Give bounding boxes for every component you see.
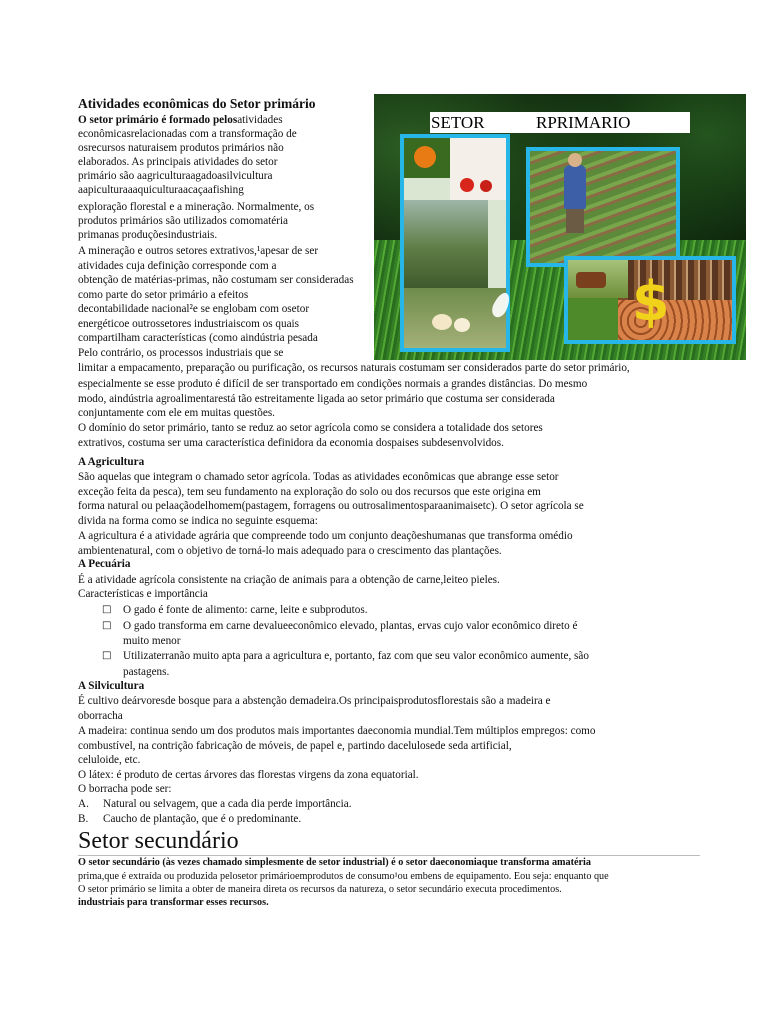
body-text: atividades: [237, 114, 283, 126]
primary-sector-text-line: [78, 302, 309, 316]
body-text: primanas produçõesindustriais.: [78, 229, 218, 241]
body-text: energéticoe outrossetores industriaiscom os quais: [78, 318, 300, 330]
primary-sector-text-line: [78, 244, 318, 258]
farmer-figure: [564, 165, 586, 209]
strawberry-photo: [450, 138, 506, 200]
primary-sector-collage: [374, 94, 746, 360]
forestry-heading: A Silvicultura: [78, 680, 145, 692]
secondary-sector-text-line: prima,que é extraída ou produzida pelosetor primárioemprodutos de consumo¹ou embens de equipamento. Eou seja: enquanto que: [78, 871, 609, 882]
body-text: decontabilidade nacional²e se englobam com osetor: [78, 303, 310, 315]
primary-sector-text-line: [78, 214, 288, 228]
livestock-subheading: Características e importância: [78, 588, 208, 600]
body-text: osrecursos naturaisem produtos primários não: [78, 142, 284, 154]
primary-sector-text-line: [78, 288, 248, 302]
livestock-bullet-text: muito menor: [123, 635, 181, 647]
primary-sector-text-line: [78, 377, 587, 391]
primary-sector-text-line: [78, 155, 277, 169]
body-text: atividades cuja definição corresponde com a: [78, 260, 277, 272]
orange-fruit: [414, 146, 436, 168]
banner-left-text: SETOR: [431, 113, 485, 132]
livestock-bullet-text: pastagens.: [123, 666, 170, 678]
dollar-symbol: $: [632, 270, 670, 333]
agriculture-text-line: divida na forma como se indica no seguinte esquema:: [78, 515, 318, 527]
primary-sector-text-line: [78, 141, 284, 155]
body-text: econômicasrelacionadas com a transformação de: [78, 128, 297, 140]
cow: [576, 272, 606, 288]
primary-sector-text-line: [78, 346, 283, 360]
primary-sector-text-line: [78, 273, 354, 287]
chicken: [454, 318, 470, 332]
agriculture-text-line: exceção feita da pesca), tem seu fundamento na exploração do solo ou dos recursos que este origina em: [78, 486, 541, 498]
farmer-legs: [566, 209, 584, 233]
primary-sector-text-line: [78, 169, 272, 183]
body-text: especialmente se esse produto é difícil de ser transportado em condições normais a grandes distâncias. Do mesmo: [78, 378, 588, 390]
body-text: compartilham características (como aindústria pesada: [78, 332, 318, 344]
body-text: como parte do setor primário a efeitos: [78, 289, 249, 301]
farmer-field-photo: [404, 200, 488, 288]
primary-sector-text-line: [78, 127, 297, 141]
body-text: O domínio do setor primário, tanto se reduz ao setor agrícola como se considera a totalidade dos setores: [78, 422, 543, 434]
bullet-box-icon: □: [102, 620, 112, 631]
agriculture-text-line: forma natural ou pelaaçãodelhomem(pastagem, forragens ou outrosalimentosparaanimaisetc). O setor agrícola se: [78, 500, 584, 512]
primary-sector-text-line: [78, 200, 314, 214]
field-photo: [568, 298, 618, 340]
body-text: elaborados. As principais atividades do setor: [78, 156, 278, 168]
farmer-crops-panel: [526, 147, 680, 267]
secondary-sector-text-line: O setor secundário (às vezes chamado simplesmente de setor industrial) é o setor daeconomiaque transforma amatéria: [78, 857, 591, 868]
rubber-list-marker: A.: [78, 798, 89, 810]
body-text: primário são aagriculturaagadoasilvicultura: [78, 170, 273, 182]
body-text: modo, aindústria agroalimentarestá tão estreitamente ligada ao setor primário que costuma ser considerada: [78, 393, 555, 405]
primary-sector-text-line: [78, 392, 555, 406]
body-text: Pelo contrário, os processos industriais que se: [78, 347, 284, 359]
bold-lead-text: O setor primário é formado pelos: [78, 114, 238, 126]
forestry-text-line: celuloide, etc.: [78, 754, 141, 766]
body-text: limitar a empacamento, preparação ou purificação, os recursos naturais costumam ser considerados parte do setor primário,: [78, 362, 630, 374]
agriculture-text-line: São aquelas que integram o chamado setor agrícola. Todas as atividades econômicas que abrange esse setor: [78, 471, 559, 483]
forestry-text-line: É cultivo deárvoresde bosque para a abstenção demadeira.Os principaisprodutosflorestais são a madeira e: [78, 695, 551, 707]
secondary-sector-text-line: industriais para transformar esses recursos.: [78, 897, 269, 908]
primary-sector-text-line: [78, 113, 283, 127]
agriculture-text-line: ambientenatural, com o objetivo de torná-lo mais adequado para o crescimento das plantações.: [78, 545, 502, 557]
rubber-list-marker: B.: [78, 813, 89, 825]
primary-sector-text-line: [78, 228, 217, 242]
primary-sector-text-line: [78, 436, 504, 450]
rubber-list-item: Caucho de plantação, que é o predominante.: [103, 813, 302, 825]
rubber-list-item: Natural ou selvagem, que a cada dia perde importância.: [103, 798, 352, 810]
forestry-text-line: O látex: é produto de certas árvores das florestas virgens da zona equatorial.: [78, 769, 419, 781]
livestock-bullet-text: O gado é fonte de alimento: carne, leite e subprodutos.: [123, 604, 368, 616]
primary-sector-text-line: [78, 361, 630, 375]
livestock-heading: A Pecuária: [78, 558, 131, 570]
strawberry: [480, 180, 492, 192]
body-text: produtos primários são utilizados comomatéria: [78, 215, 289, 227]
farmer-head: [568, 153, 582, 167]
bullet-box-icon: □: [102, 604, 112, 615]
agriculture-text-line: A agricultura é a atividade agrária que compreende todo um conjunto deaçõeshumanas que transforma omédio: [78, 530, 573, 542]
collage-banner: [430, 112, 690, 133]
banner-right-text: RPRIMARIO: [536, 113, 631, 132]
livestock-bullet-text: Utilizaterranão muito apta para a agricultura e, portanto, faz com que seu valor econômico aumente, são: [123, 650, 589, 662]
forestry-text-line: O borracha pode ser:: [78, 783, 172, 795]
forestry-text-line: oborracha: [78, 710, 123, 722]
agriculture-heading: A Agricultura: [78, 456, 145, 468]
body-text: A mineração e outros setores extrativos,¹apesar de ser: [78, 245, 319, 257]
body-text: aapiculturaaaquiculturaacaçaafishing: [78, 184, 244, 196]
secondary-sector-heading: Setor secundário: [78, 828, 239, 854]
forestry-text-line: combustível, na contrição fabricação de móveis, de papel e, partindo dacelulosede seda artificial,: [78, 740, 512, 752]
body-text: conjuntamente com ele em muitas questões.: [78, 407, 275, 419]
page-title: Atividades econômicas do Setor primário: [78, 96, 316, 111]
forestry-text-line: A madeira: continua sendo um dos produtos mais importantes daeconomia mundial.Tem múltiplos empregos: como: [78, 725, 596, 737]
secondary-sector-text-line: O setor primário se limita a obter de maneira direta os recursos da natureza, o setor secundário executa procedimentos.: [78, 884, 562, 895]
primary-sector-text-line: [78, 183, 244, 197]
livestock-bullet-text: O gado transforma em carne devalueeconômico elevado, plantas, ervas cujo valor econômico direto é: [123, 620, 578, 632]
body-text: exploração florestal e a mineração. Normalmente, os: [78, 201, 315, 213]
chicken: [432, 314, 452, 330]
bullet-box-icon: □: [102, 650, 112, 661]
fruit-and-farming-panel: [400, 134, 510, 352]
strawberry: [460, 178, 474, 192]
primary-sector-text-line: [78, 259, 277, 273]
primary-sector-text-line: [78, 421, 543, 435]
primary-sector-text-line: [78, 317, 299, 331]
livestock-text-line: É a atividade agrícola consistente na criação de animais para a obtenção de carne,leiteo pieles.: [78, 574, 500, 586]
body-text: obtenção de matérias-primas, não costumam ser consideradas: [78, 274, 354, 286]
body-text: extrativos, costuma ser uma característica definidora da economia dospaises subdesenvolvidos.: [78, 437, 504, 449]
primary-sector-text-line: [78, 331, 318, 345]
primary-sector-text-line: [78, 406, 275, 420]
